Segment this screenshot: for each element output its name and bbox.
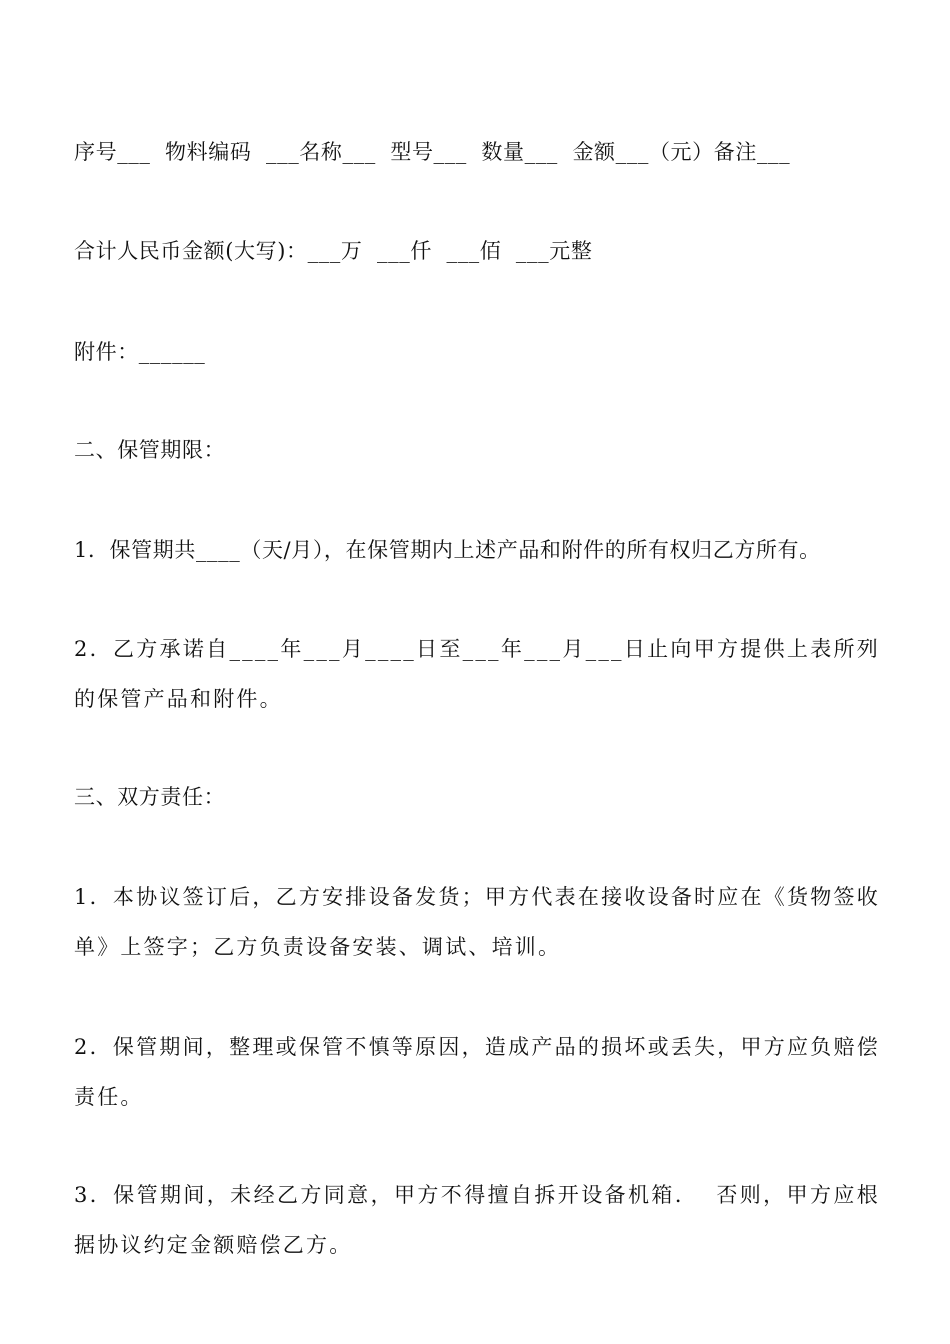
section-three-item-3: 3．保管期间，未经乙方同意，甲方不得擅自拆开设备机箱． 否则，甲方应根据协议约定金额赔偿乙方。 — [74, 1183, 880, 1257]
attachment-line: 附件：______ — [74, 340, 206, 364]
section-two-item-1: 1．保管期共____（天/月），在保管期内上述产品和附件的所有权归乙方所有。 — [74, 538, 821, 562]
item-header-line: 序号___ 物料编码 ___名称___ 型号___ 数量___ 金额___（元）备注___ — [74, 140, 791, 164]
section-two-title: 二、保管期限： — [74, 438, 226, 462]
section-two-item-2: 2．乙方承诺自____年___月____日至___年___月___日止向甲方提供上表所列的保管产品和附件。 — [74, 637, 880, 711]
total-amount-line: 合计人民币金额(大写)：___万 ___仟 ___佰 ___元整 — [74, 239, 593, 263]
section-three-item-2: 2．保管期间，整理或保管不慎等原因，造成产品的损坏或丢失，甲方应负赔偿责任。 — [74, 1035, 880, 1109]
section-three-title: 三、双方责任： — [74, 785, 226, 809]
section-three-item-1: 1．本协议签订后，乙方安排设备发货；甲方代表在接收设备时应在《货物签收单》上签字；乙方负责设备安装、调试、培训。 — [74, 885, 880, 959]
